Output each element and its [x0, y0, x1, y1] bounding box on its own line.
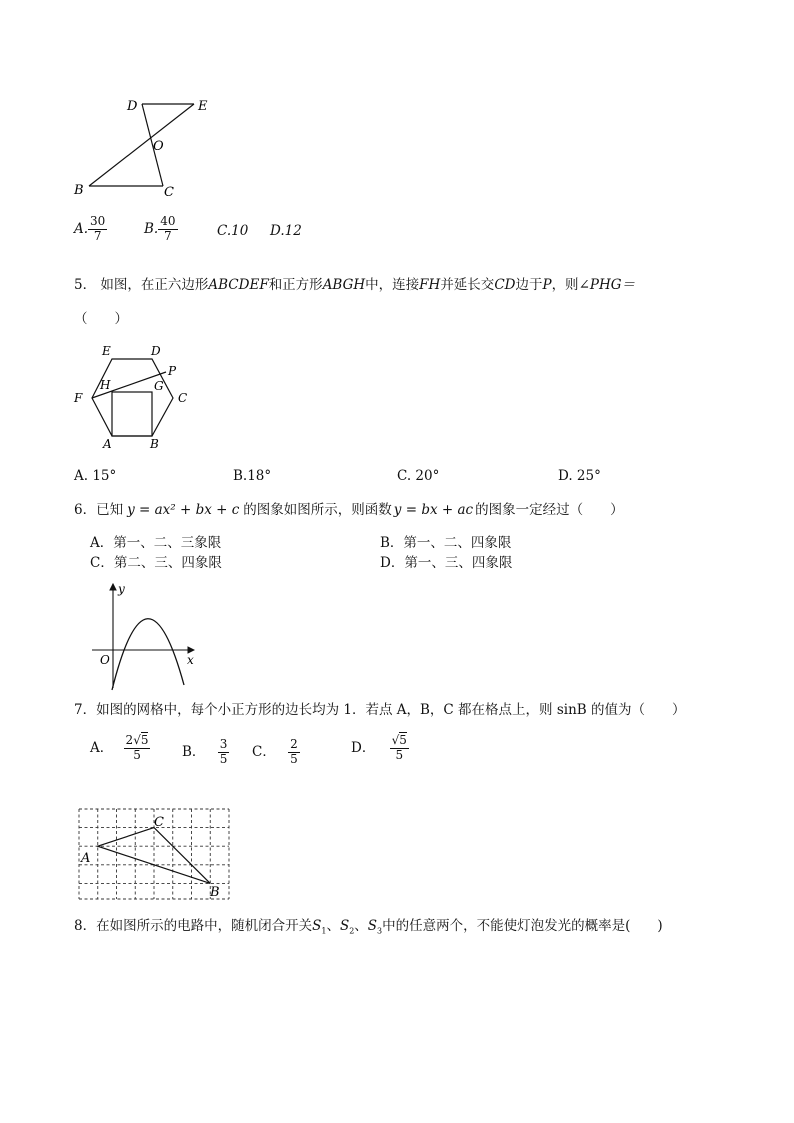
- q5-stem-text-1: 如图，在正六边形: [100, 277, 209, 293]
- q4-option-a-num: 30: [90, 214, 106, 228]
- q5-paren: （ ）: [74, 311, 128, 327]
- q4-option-a-letter: A.: [74, 220, 89, 237]
- q4-option-a: [74, 215, 107, 244]
- q7-option-c-letter: C．: [252, 743, 276, 760]
- sqrt-icon: √: [133, 733, 141, 747]
- q6-quadratic: y = ax² + bx + c: [127, 502, 240, 518]
- q7-option-b-letter: B．: [182, 743, 206, 760]
- q4-label-O: O: [153, 139, 164, 154]
- q4-label-C: C: [164, 185, 174, 200]
- q4-option-b-letter: B.: [144, 220, 159, 237]
- q4-option-a-den: 7: [93, 228, 102, 243]
- q5-stem-text-2: 和正方形: [268, 277, 323, 293]
- q6-stem: [74, 504, 624, 518]
- q6-option-c: C．第二、三、四象限: [90, 555, 222, 571]
- q8-sep-2: 、: [354, 918, 368, 934]
- q7-option-c-num: 2: [290, 737, 298, 751]
- q5-label-F: F: [74, 391, 83, 405]
- q5-label-P: P: [168, 364, 177, 378]
- q5-segment-cd: CD: [494, 277, 516, 293]
- q5-segment-fh: FH: [419, 277, 441, 293]
- q7-option-d-den: 5: [395, 747, 404, 762]
- q5-square-name: ABGH: [322, 277, 366, 293]
- q6-option-b: B．第一、二、四象限: [380, 535, 512, 551]
- q8-switch-s3-sub: 3: [377, 926, 383, 936]
- q6-stem-text-2: 的图象如图所示，则函数: [243, 502, 392, 518]
- q7-label-B: B: [210, 885, 220, 900]
- q5-point-p: P: [542, 277, 552, 293]
- q4-option-b: [144, 215, 178, 244]
- q6-option-d: D．第一、三、四象限: [380, 555, 513, 571]
- q7-option-b: [182, 738, 229, 767]
- q5-stem-text-4: 并延长交: [440, 277, 495, 293]
- q6-number: 6．: [74, 502, 97, 518]
- q7-option-a-den: 5: [133, 747, 141, 762]
- q8-switch-s2-sub: 2: [349, 926, 355, 936]
- q6-label-y: y: [118, 582, 125, 596]
- q5-figure: [70, 340, 200, 455]
- sqrt-icon: √: [391, 733, 400, 747]
- q5-angle: ∠PHG＝: [578, 277, 636, 293]
- q5-option-c: C. 20°: [397, 468, 440, 484]
- q5-label-E: E: [102, 344, 111, 358]
- q7-label-A: A: [81, 851, 91, 866]
- q6-label-x: x: [187, 653, 194, 667]
- q6-stem-text-3: 的图象一定经过（ ）: [475, 502, 624, 518]
- q5-label-A: A: [103, 437, 112, 451]
- q4-label-B: B: [74, 183, 84, 198]
- q5-number: 5．: [74, 277, 97, 293]
- q7-option-a-radicand: 5: [140, 733, 149, 747]
- q5-option-b: B.18°: [233, 468, 272, 484]
- q4-label-E: E: [198, 99, 208, 114]
- q7-option-d-letter: D．: [351, 739, 376, 756]
- q8-stem-text-1: 8．在如图所示的电路中，随机闭合开关: [74, 918, 313, 934]
- q5-option-d: D. 25°: [558, 468, 601, 484]
- q8-switch-s1-sub: 1: [321, 926, 327, 936]
- q8-switch-s1: S: [312, 918, 322, 934]
- q6-option-a: A．第一、二、三象限: [90, 535, 222, 551]
- q7-option-b-num: 3: [219, 737, 228, 751]
- q5-hexagon-name: ABCDEF: [208, 277, 269, 293]
- q7-figure: [76, 806, 232, 902]
- q4-figure: [68, 96, 228, 202]
- q6-label-O: O: [100, 653, 110, 667]
- q5-stem-text-3: 中，连接: [365, 277, 420, 293]
- q4-option-d: D.12: [270, 223, 302, 239]
- q7-option-a: [90, 734, 150, 763]
- q6-stem-text-1: 已知: [96, 502, 124, 518]
- q5-label-H: H: [100, 378, 111, 392]
- q7-option-d: [351, 734, 409, 763]
- q8-switch-s2: S: [339, 918, 350, 934]
- q6-figure: [88, 580, 208, 692]
- q5-stem-text-5: 边于: [515, 277, 543, 293]
- q7-option-b-den: 5: [219, 751, 228, 766]
- q5-label-B: B: [150, 437, 159, 451]
- q7-option-c: [252, 738, 300, 767]
- q8-switch-s3: S: [367, 918, 378, 934]
- q8-stem: [74, 920, 663, 936]
- q5-label-G: G: [154, 379, 164, 393]
- q4-option-b-num: 40: [160, 214, 176, 228]
- q7-option-a-coef: 2: [125, 733, 134, 747]
- q5-label-D: D: [151, 344, 161, 358]
- q6-linear: y = bx + ac: [393, 502, 474, 518]
- q5-option-a: A. 15°: [74, 468, 117, 484]
- q7-stem: 7．如图的网格中，每个小正方形的边长均为 1．若点 A，B，C 都在格点上，则 sinB 的值为（ ）: [74, 702, 686, 718]
- q4-option-c: C.10: [217, 223, 249, 239]
- q7-label-C: C: [154, 815, 164, 830]
- q7-option-a-letter: A．: [90, 739, 114, 756]
- q4-option-b-den: 7: [164, 228, 172, 243]
- q7-option-d-radicand: 5: [399, 733, 407, 747]
- q5-stem-text-6: ，则: [551, 277, 579, 293]
- q5-stem: [74, 279, 635, 293]
- q8-stem-text-2: 中的任意两个，不能使灯泡发光的概率是( ): [382, 918, 663, 934]
- q8-sep-1: 、: [326, 918, 340, 934]
- q5-label-C: C: [178, 391, 188, 405]
- q4-label-D: D: [127, 99, 138, 114]
- q7-option-c-den: 5: [290, 751, 298, 766]
